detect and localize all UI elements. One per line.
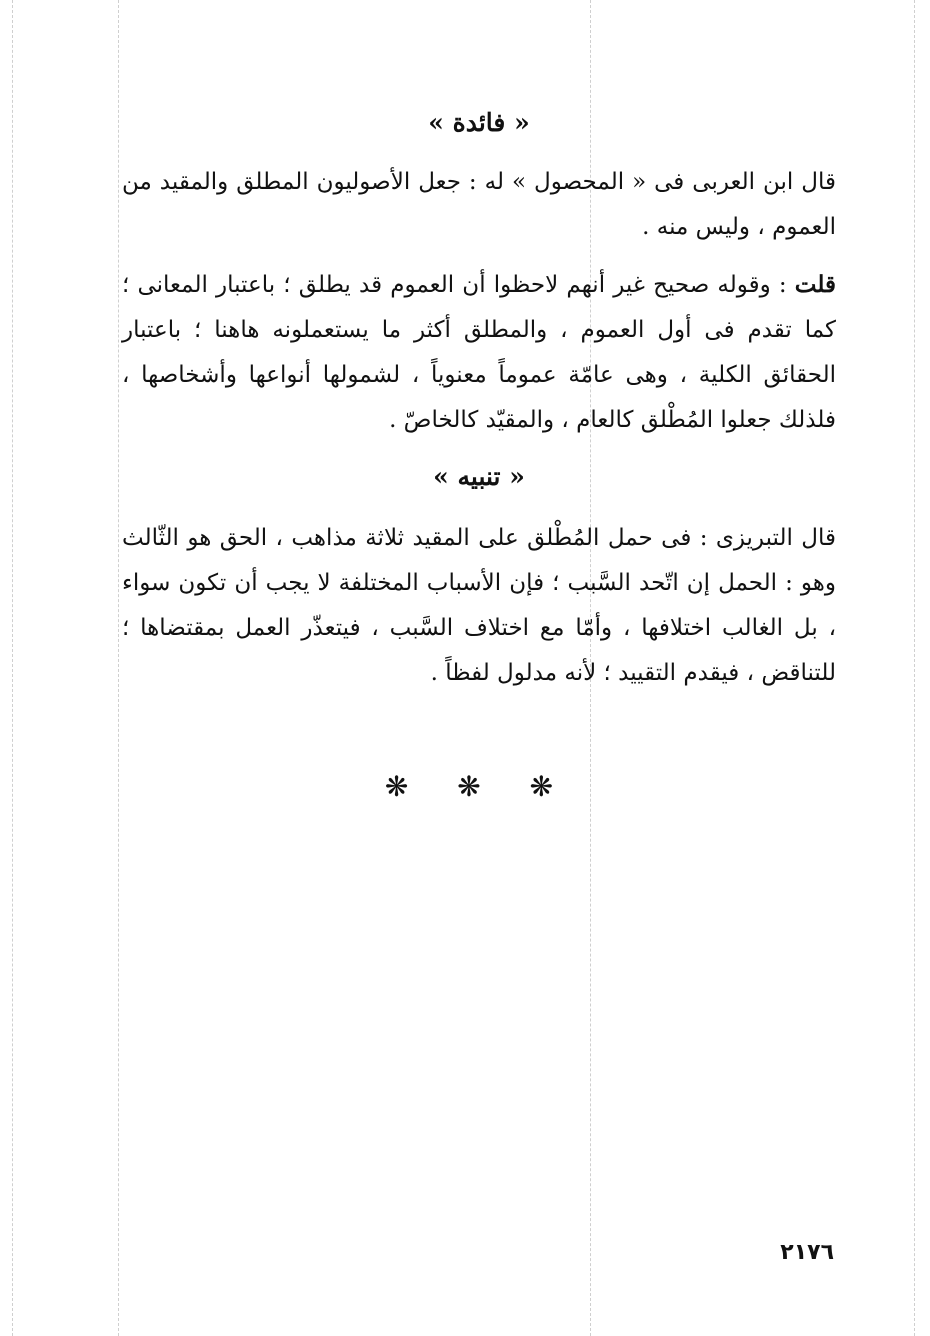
scan-guide-line xyxy=(12,0,13,1336)
section-heading-tanbih: « تنبيه » xyxy=(433,462,525,491)
paragraph-qultu xyxy=(122,262,836,443)
scan-guide-line xyxy=(914,0,915,1336)
paragraph-text: قال ابن العربى فى « المحصول » له : جعل الأصوليون المطلق والمقيد من العموم ، وليس منه . xyxy=(122,169,836,240)
section-heading-faida: « فائدة » xyxy=(428,108,530,137)
paragraph-text: قال التبريزى : فى حمل المُطْلق على المقيد ثلاثة مذاهب ، الحق هو الثّالث وهو : الحمل إن اتّحد السَّبب ؛ فإن الأسباب المختلفة لا يجب أن تكون سواء ، بل الغالب اختلافها ، وأمّا مع اختلاف السَّبب ، فيتعذّر العمل بمقتضاها ؛ للتناقض ، فيقدم التقييد ؛ لأنه مدلول لفظاً . xyxy=(122,525,836,686)
scan-guide-line xyxy=(118,0,119,1336)
paragraph-text xyxy=(122,262,836,443)
paragraph-tabrizi xyxy=(122,516,836,696)
paragraph-body: : وقوله صحيح غير أنهم لاحظوا أن العموم قد يطلق ؛ باعتبار المعانى ؛ كما تقدم فى أول العموم ، والمطلق أكثر ما يستعملونه هاهنا ؛ باعتبار الحقائق الكلية ، وهى عامّة عموماً معنوياً ، لشمولها أنواعها وأشخاصها ، فلذلك جعلوا المُطْلق كالعام ، والمقيّد كالخاصّ . xyxy=(122,272,836,433)
paragraph-ibn-al-arabi xyxy=(122,160,836,250)
section-separator-stars: ❋ ❋ ❋ xyxy=(384,770,574,803)
page-number: ٢١٧٦ xyxy=(780,1240,834,1265)
paragraph-lead-word: قلت xyxy=(794,271,836,298)
